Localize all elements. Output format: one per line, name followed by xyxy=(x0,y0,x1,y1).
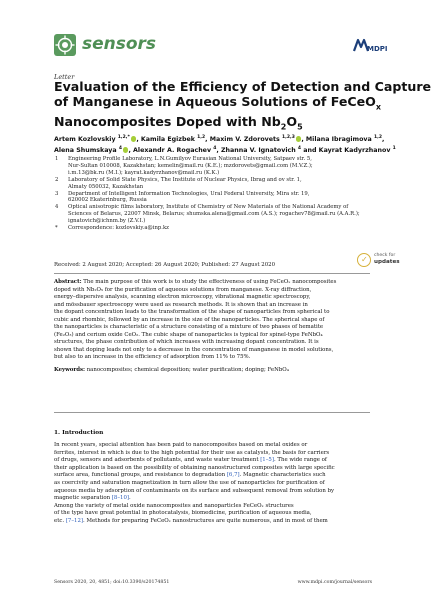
author-list xyxy=(54,133,394,155)
journal-name: sensors xyxy=(82,34,157,54)
affiliations xyxy=(54,156,394,232)
body-line: etc. [7–12]. Methods for preparing FeCeOₓ nanostructures are quite numerous, and in most of them xyxy=(54,517,328,524)
authors-line-1: Artem Kozlovskiy $^{1,2,*}$ , Kamila Egizbek $^{1,2}$, Maxim V. Zdorovets $^{1,2,3}$ , Milana Ibragimova $^{1,2}$, xyxy=(54,135,385,144)
citation-link[interactable]: [8–10] xyxy=(111,495,129,502)
title-line-2: of Manganese in Aqueous Solutions of FeCeO$_x$ xyxy=(54,93,382,112)
sensors-logo-icon xyxy=(54,34,76,56)
section-heading: 1. Introduction xyxy=(54,430,104,436)
affiliation-1: 1 Engineering Profile Laboratory, L.N.Gumilyov Eurasian National University, Satpaev str. 5, Nur-Sultan 010008, Kazakhstan; kemelin@mail.ru (K.E.); mzdorovets@gmail.com (M.V.Z.); i.m.13@bk.ru (M.I.); kayrat.kadyrzhanov@mail.ru (K.K.) xyxy=(55,156,313,176)
body-line: In recent years, special attention has been paid to nanocomposites based on metal oxides or xyxy=(54,442,308,448)
body-line: magnetic separation [8–10]. xyxy=(54,495,131,502)
body-line: of drugs, sensors and adsorbents of pollutants, and waste water treatment [1–5]. The wide range of xyxy=(54,457,327,464)
abstract-line: shown that doping leads not only to a decrease in the concentration of manganese in model solutions, xyxy=(54,346,334,353)
citation-link[interactable]: [6,7] xyxy=(226,472,240,479)
abstract xyxy=(54,279,370,362)
paper-title xyxy=(54,79,431,135)
footer-journal-url[interactable]: www.mdpi.com/journal/sensors xyxy=(297,580,372,585)
abstract-line: structures, the phase contribution of which increases with increasing dopant concentration. It is xyxy=(54,339,319,345)
citation-link[interactable]: [7–12] xyxy=(65,517,84,524)
body-line: as coercivity and saturation magnetization in turn allow the use of nanoparticles for purification of xyxy=(54,479,325,486)
title-line-1: Evaluation of the Efficiency of Detection and Capture xyxy=(54,79,431,94)
affiliation-3: 3 Department of Intelligent Information Technologies, Ural Federal University, Mira str. 19, 620002 Ekaterinburg, Russia xyxy=(55,190,310,204)
article-type: Letter xyxy=(54,73,75,81)
title-line-3: Nanocomposites Doped with $Nb_2O_5$ xyxy=(54,114,303,132)
correspondence: * Correspondence: kozlovskiy.a@inp.kz xyxy=(55,225,169,232)
introduction-text xyxy=(54,442,370,526)
divider-bottom xyxy=(54,412,370,413)
citation-link[interactable]: [1–5] xyxy=(260,457,274,464)
abstract-line: the nanoparticles is characteristic of a structure consisting of a mixture of two phases of hematite xyxy=(54,324,324,330)
authors-line-2: Alena Shumskaya $^4$ , Alexandr A. Rogachev $^4$, Zhanna V. Ignatovich $^4$ and Kayrat Kadyrzhanov $^1$ xyxy=(54,146,396,155)
body-line: ferrites, interest in which is due to the high potential for their use as catalysts, the basis for carriers xyxy=(54,449,330,456)
abstract-line: (Fe₂O₃) and cerium oxide CeO₂. The cubic shape of nanoparticles is typical for spinel-type FeNbO₄ xyxy=(54,331,323,338)
journal-header xyxy=(54,28,388,58)
body-line: of the type have great potential in photocatalysis, biomedicine, purification of aqueous media, xyxy=(54,510,312,517)
abstract-line: the dopant concentration leads to the transformation of the shape of nanoparticles from spherical to xyxy=(54,309,330,315)
keywords: Keywords: nanocomposites; chemical deposition; water purification; doping; FeNbO₄ xyxy=(54,367,289,373)
body-line: Among the variety of metal oxide nanocomposites and nanoparticles FeCeOₓ structures xyxy=(54,502,294,509)
body-line: their application is based on the possibility of obtaining nanostructured composites with large specific xyxy=(54,464,335,471)
divider-top xyxy=(54,273,370,274)
publication-dates: Received: 2 August 2020; Accepted: 26 August 2020; Published: 27 August 2020 xyxy=(54,262,276,268)
check-for-updates-badge[interactable]: ✓ check for updates xyxy=(357,252,401,270)
body-line: surface area, functional groups, and resistance to degradation [6,7]. Magnetic characteristics such xyxy=(54,472,326,479)
mdpi-logo-icon xyxy=(352,36,388,54)
body-line: aqueous media by adsorption of contaminants on its surface and subsequent removal from solution by xyxy=(54,487,335,494)
affiliation-4: 4 Optical anisotropic films laboratory, Institute of Chemistry of New Materials of the National Academy of Sciences of Belarus, 22007 Minsk, Belarus; shumska.alena@gmail.com (A.S.); rogachev78@mail.ru (A.A.R.); ignatovich@ichnm.by (Z.V.I.) xyxy=(55,204,360,225)
abstract-line: Abstract: The main purpose of this work is to study the effectiveness of using FeCeOₓ nanocomposites xyxy=(54,279,337,285)
abstract-line: but also to an increase in the efficiency of adsorption from 11% to 75%. xyxy=(54,354,251,360)
affiliation-2: 2 Laboratory of Solid State Physics, The Institute of Nuclear Physics, Ibrag and ov str. 1, Almaty 050032, Kazakhstan xyxy=(55,176,302,190)
abstract-line: cubic and rhombic, followed by an increase in the size of the nanoparticles. The spherical shape of xyxy=(54,316,325,323)
abstract-line: and mössbauer spectroscopy were used as research methods. It is shown that an increase in xyxy=(54,301,308,308)
publisher-name: MDPI xyxy=(367,45,388,53)
abstract-line: doped with Nb₂O₅ for the purification of aqueous solutions from manganese. X-ray diffraction, xyxy=(54,286,312,293)
abstract-line: energy–dispersive analysis, scanning electron microscopy, vibrational magnetic spectroscopy, xyxy=(54,294,311,300)
updates-icon: ✓ xyxy=(357,253,371,267)
footer-citation: Sensors 2020, 20, 4851; doi:10.3390/s20174851 xyxy=(54,580,170,585)
